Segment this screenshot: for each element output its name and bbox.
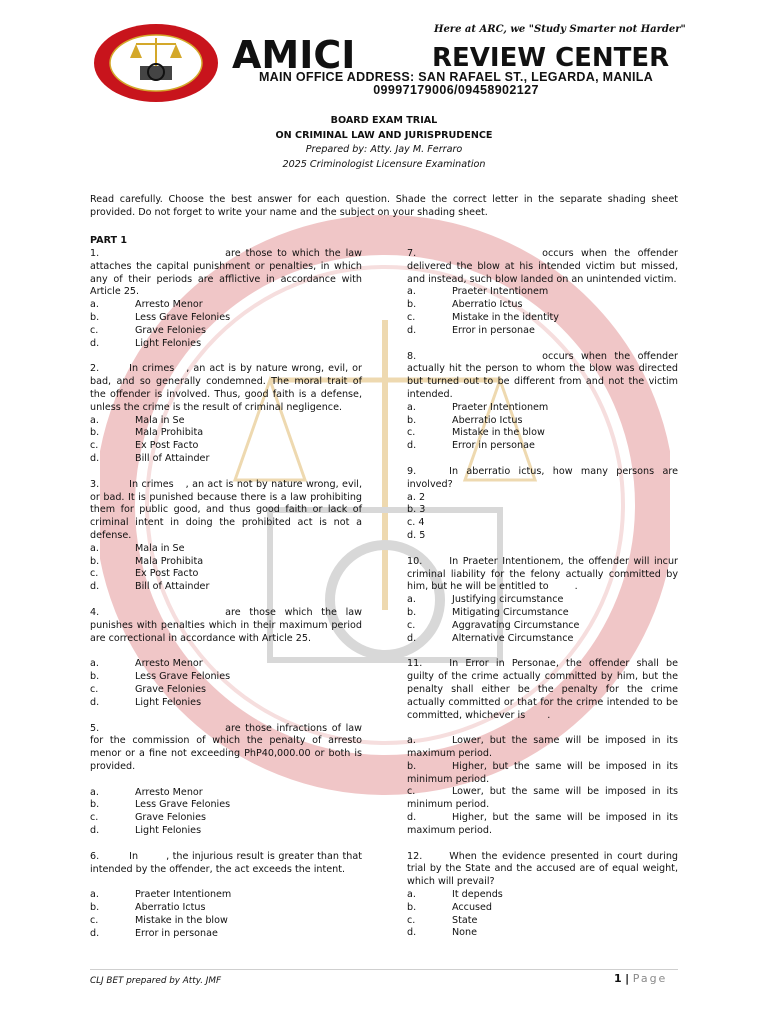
exam-title-block — [0, 114, 768, 172]
title-prepared-by: Prepared by: Atty. Jay M. Ferraro — [305, 144, 463, 155]
option-a: a. It depends — [407, 889, 503, 901]
question-number: 6. — [90, 850, 100, 862]
option-d: d. Alternative Circumstance — [407, 632, 574, 644]
question-number: 5. — [90, 722, 100, 734]
option-a: a. Justifying circumstance — [407, 594, 564, 606]
question-1 — [90, 248, 362, 350]
question-stem: In Praeter Intentionem, the offender will incur criminal liability for the felony actually committed by him, but he will be entitled to — [407, 555, 678, 593]
option-d: d. 5 — [407, 529, 426, 541]
option-c: c. Mistake in the blow — [90, 915, 228, 927]
question-6: 6. In , the injurious result is greater than that intended by the offender, the act exceeds the intent. a. Praeter Intentionem b. Aberratio Ictus c. Mistake in the blow d. Error in personae — [90, 850, 362, 939]
question-number: 3. — [90, 478, 100, 490]
option-c: c. State — [407, 914, 478, 926]
option-b: b. 3 — [407, 504, 426, 516]
option-d: d. Higher, but the same will be imposed in its maximum period. — [407, 812, 678, 836]
brand-tagline: Here at ARC, we "Study Smarter not Harder" — [434, 24, 686, 35]
option-a: a. Arresto Menor — [90, 658, 203, 670]
question-number: 9. — [407, 465, 417, 477]
option-b: b. Mitigating Circumstance — [407, 606, 569, 618]
question-12 — [407, 851, 678, 941]
option-d: d. Error in personae — [407, 324, 535, 336]
option-b: b. Higher, but the same will be imposed in its minimum period. — [407, 760, 678, 785]
question-stem: are those to which the law attaches the capital punishment or penalties, in which any of their periods are afflictive in accordance with Article 25. — [90, 248, 362, 298]
question-2: 2. In crimes , an act is by nature wrong, evil, or bad, and so generally condemned. The moral trait of the offender is involved. Thus, good faith is a defense, unless the crime is the result of criminal negligence. a. Mala in Se b. Mala Prohibita c. Ex Post Facto d. Bill of Attainder — [90, 363, 362, 464]
option-a: a. Praeter Intentionem — [90, 889, 232, 901]
option-c: c. Grave Felonies — [90, 683, 206, 695]
question-number: 2. — [90, 363, 100, 375]
question-stem: are those which the law punishes with penalties which in their maximum period are correctional in accordance with Article 25. — [90, 606, 362, 644]
option-d: d. None — [407, 927, 478, 939]
option-a: a. Praeter Intentionem — [407, 286, 549, 298]
option-d: d. Light Felonies — [90, 696, 202, 708]
option-a: a. Lower, but the same will be imposed in its maximum period. — [407, 735, 678, 760]
part-heading: PART 1 — [90, 235, 128, 246]
question-stem: , an act is not by nature wrong, evil, or bad. It is punished because there is a law prohibiting them for public good, and thus good faith or lack of criminal intent in doing the prohibited act is not a defense. — [90, 478, 363, 541]
question-stem: are those infractions of law for the commission of which the penalty of arresto menor or a fine not exceeding PhP40,000.00 or both is provided. — [90, 722, 362, 772]
option-b: b. Less Grave Felonies — [90, 311, 231, 323]
option-c: c. Grave Felonies — [90, 324, 206, 336]
question-number: 1. — [90, 248, 100, 259]
question-7 — [407, 248, 678, 338]
amici-review-center-wordmark — [232, 34, 682, 74]
contact-phone: 09997179006/09458902127 — [373, 83, 539, 97]
option-b: b. Aberratio Ictus — [407, 414, 523, 426]
question-number: 12. — [407, 850, 423, 862]
option-c: c. Grave Felonies — [90, 812, 206, 824]
question-stem: In aberratio ictus, how many persons are involved? — [407, 465, 678, 490]
question-8 — [407, 351, 678, 453]
instructions: Read carefully. Choose the best answer for each question. Shade the correct letter in the separate shading sheet provided. Do not forget to write your name and the subject on your shading sheet. — [90, 194, 678, 218]
page-indicator: 1 | Page — [614, 972, 668, 985]
title-line-1: BOARD EXAM TRIAL — [330, 115, 438, 126]
option-a: a. Mala in Se — [90, 414, 185, 426]
title-line-2: ON CRIMINAL LAW AND JURISPRUDENCE — [275, 129, 493, 141]
brand-left-text: AMICI — [232, 34, 356, 74]
option-c: c. Ex Post Facto — [90, 568, 199, 580]
question-5 — [90, 723, 362, 838]
option-b: b. Mala Prohibita — [90, 555, 204, 567]
question-10: 10. In Praeter Intentionem, the offender will incur criminal liability for the felony actually committed by him, but he will be entitled to . a. Justifying circumstance b. Mitigating Circumstance c. Aggravating Circumstance d. Alternative Circumstance — [407, 555, 678, 644]
option-b: b. Less Grave Felonies — [90, 671, 231, 683]
office-address: MAIN OFFICE ADDRESS: SAN RAFAEL ST., LEGARDA, MANILA — [258, 70, 654, 84]
option-c: c. Ex Post Facto — [90, 440, 199, 452]
option-c: c. Mistake in the identity — [407, 311, 559, 323]
option-d: d. Error in personae — [90, 927, 218, 939]
question-stem: In Error in Personae, the offender shall be guilty of the crime actually committed by him, but the penalty shall either be the penalty for the crime actually committed or that for the crime intended to be committed, whichever is — [407, 658, 678, 721]
question-stem: occurs when the offender delivered the blow at his intended victim but missed, and instead, such blow landed on an unintended victim. — [407, 248, 678, 285]
page-label: Page — [632, 972, 668, 985]
question-number: 11. — [407, 658, 423, 670]
option-b: b. Less Grave Felonies — [90, 799, 231, 811]
question-stem: , the injurious result is greater than that intended by the offender, the act exceeds the intent. — [90, 850, 362, 875]
amici-seal-logo-icon — [90, 22, 222, 104]
question-column-left — [90, 248, 362, 941]
question-column-right — [407, 248, 678, 940]
question-4 — [90, 607, 362, 710]
page-number: 1 — [614, 972, 622, 985]
question-number: 8. — [407, 350, 417, 362]
question-number: 7. — [407, 248, 417, 259]
question-number: 10. — [407, 555, 423, 567]
option-c: c. Aggravating Circumstance — [407, 619, 580, 631]
option-a: a. 2 — [407, 491, 426, 503]
option-a: a. Mala in Se — [90, 542, 185, 554]
option-a: a. Praeter Intentionem — [407, 401, 549, 413]
option-c: c. 4 — [407, 517, 425, 529]
option-d: d. Light Felonies — [90, 825, 202, 837]
footer-credit: CLJ BET prepared by Atty. JMF — [90, 976, 222, 986]
question-stem: When the evidence presented in court during trial by the State and the accused are of equal weight, which will prevail? — [407, 850, 678, 888]
question-11: 11. In Error in Personae, the offender shall be guilty of the crime actually committed by him, but the penalty shall either be the penalty for the crime actually committed or that for the crime intended to be committed, whichever is . a. Lower, but the same will be imposed in its maximum period. b. Higher, but the same will be imposed in its minimum period. c. Lower, but the same will be imposed in its minimum period. d. Higher, but the same will be imposed in its maximum period. — [407, 658, 678, 836]
question-number: 4. — [90, 606, 100, 618]
option-b: b. Mala Prohibita — [90, 427, 204, 439]
question-stem: occurs when the offender actually hit the person to whom the blow was directed but turned out to be different from and not the victim intended. — [407, 350, 678, 400]
option-b: b. Aberratio Ictus — [407, 299, 523, 311]
title-exam-name: 2025 Criminologist Licensure Examination — [282, 158, 486, 170]
option-a: a. Arresto Menor — [90, 786, 203, 798]
option-d: d. Light Felonies — [90, 337, 202, 349]
question-stem: , an act is by nature wrong, evil, or bad, and so generally condemned. The moral trait of the offender is involved. Thus, good faith is a defense, unless the crime is the result of criminal negligence. — [90, 363, 362, 413]
option-d: d. Error in personae — [407, 440, 535, 452]
option-d: d. Bill of Attainder — [90, 452, 210, 464]
option-a: a. Arresto Menor — [90, 299, 203, 311]
question-9 — [407, 466, 678, 543]
footer-divider — [90, 969, 678, 970]
option-d: d. Bill of Attainder — [90, 581, 210, 593]
brand-right-text: REVIEW CENTER — [432, 43, 670, 73]
question-3: 3. In crimes , an act is not by nature wrong, evil, or bad. It is punished because there is a law prohibiting them for public good, and thus good faith or lack of criminal intent in doing the prohibited act is not a defense. a. Mala in Se b. Mala Prohibita c. Ex Post Facto d. Bill of Attainder — [90, 478, 363, 593]
option-b: b. Aberratio Ictus — [90, 902, 206, 914]
option-b: b. Accused — [407, 901, 493, 913]
option-c: c. Lower, but the same will be imposed in its minimum period. — [407, 786, 678, 811]
option-c: c. Mistake in the blow — [407, 427, 545, 439]
